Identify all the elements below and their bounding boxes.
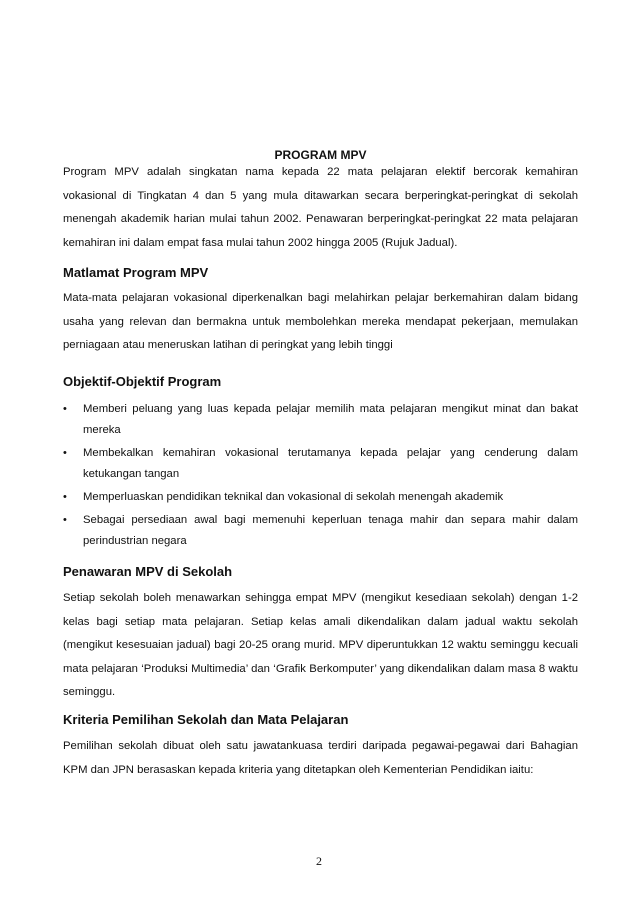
bullet-icon: • <box>63 403 67 415</box>
list-item <box>63 487 578 508</box>
section-heading-penawaran: Penawaran MPV di Sekolah <box>63 564 233 579</box>
list-item-text: Membekalkan kemahiran vokasional terutamanya kepada pelajar yang cenderung dalam ketukangan tangan <box>83 447 578 480</box>
page-title: PROGRAM MPV <box>274 148 367 162</box>
objektif-list <box>63 399 578 554</box>
list-item <box>63 399 578 441</box>
kriteria-paragraph: Pemilihan sekolah dibuat oleh satu jawatankuasa terdiri daripada pegawai-pegawai dari Bahagian KPM dan JPN berasaskan kepada kriteria yang ditetapkan oleh Kementerian Pendidikan iaitu: <box>63 740 578 776</box>
list-item <box>63 443 578 485</box>
matlamat-paragraph: Mata-mata pelajaran vokasional diperkenalkan bagi melahirkan pelajar berkemahiran dalam bidang usaha yang relevan dan bermakna untuk membolehkan mereka mendapat pekerjaan, memulakan perniagaan atau meneruskan latihan di peringkat yang lebih tinggi <box>63 292 578 351</box>
intro-paragraph: Program MPV adalah singkatan nama kepada 22 mata pelajaran elektif bercorak kemahiran vokasional di Tingkatan 4 dan 5 yang mula ditawarkan secara berperingkat-peringkat di sekolah menengah akademik harian mulai tahun 2002. Penawaran berperingkat-peringkat 22 mata pelajaran kemahiran ini dalam empat fasa mulai tahun 2002 hingga 2005 (Rujuk Jadual). <box>63 166 578 249</box>
list-item-text: Sebagai persediaan awal bagi memenuhi keperluan tenaga mahir dan separa mahir dalam perindustrian negara <box>83 514 578 547</box>
bullet-icon: • <box>63 514 67 526</box>
page-number: 2 <box>316 854 322 868</box>
section-heading-matlamat: Matlamat Program MPV <box>63 265 209 280</box>
list-item <box>63 510 578 552</box>
penawaran-paragraph: Setiap sekolah boleh menawarkan sehingga empat MPV (mengikut kesediaan sekolah) dengan 1-2 kelas bagi setiap mata pelajaran. Setiap kelas amali dikendalikan dalam jadual waktu sekolah (mengikut kesesuaian jadual) bagi 20-25 orang murid. MPV diperuntukkan 12 waktu seminggu kecuali mata pelajaran ‘Produksi Multimedia’ dan ‘Grafik Berkomputer’ yang dikendalikan dalam masa 8 waktu seminggu. <box>63 592 578 698</box>
section-heading-kriteria: Kriteria Pemilihan Sekolah dan Mata Pelajaran <box>63 712 349 727</box>
bullet-icon: • <box>63 447 67 459</box>
list-item-text: Memberi peluang yang luas kepada pelajar memilih mata pelajaran mengikut minat dan bakat mereka <box>83 403 578 436</box>
list-item-text: Memperluaskan pendidikan teknikal dan vokasional di sekolah menengah akademik <box>83 491 504 503</box>
bullet-icon: • <box>63 491 67 503</box>
section-heading-objektif: Objektif-Objektif Program <box>63 374 222 389</box>
